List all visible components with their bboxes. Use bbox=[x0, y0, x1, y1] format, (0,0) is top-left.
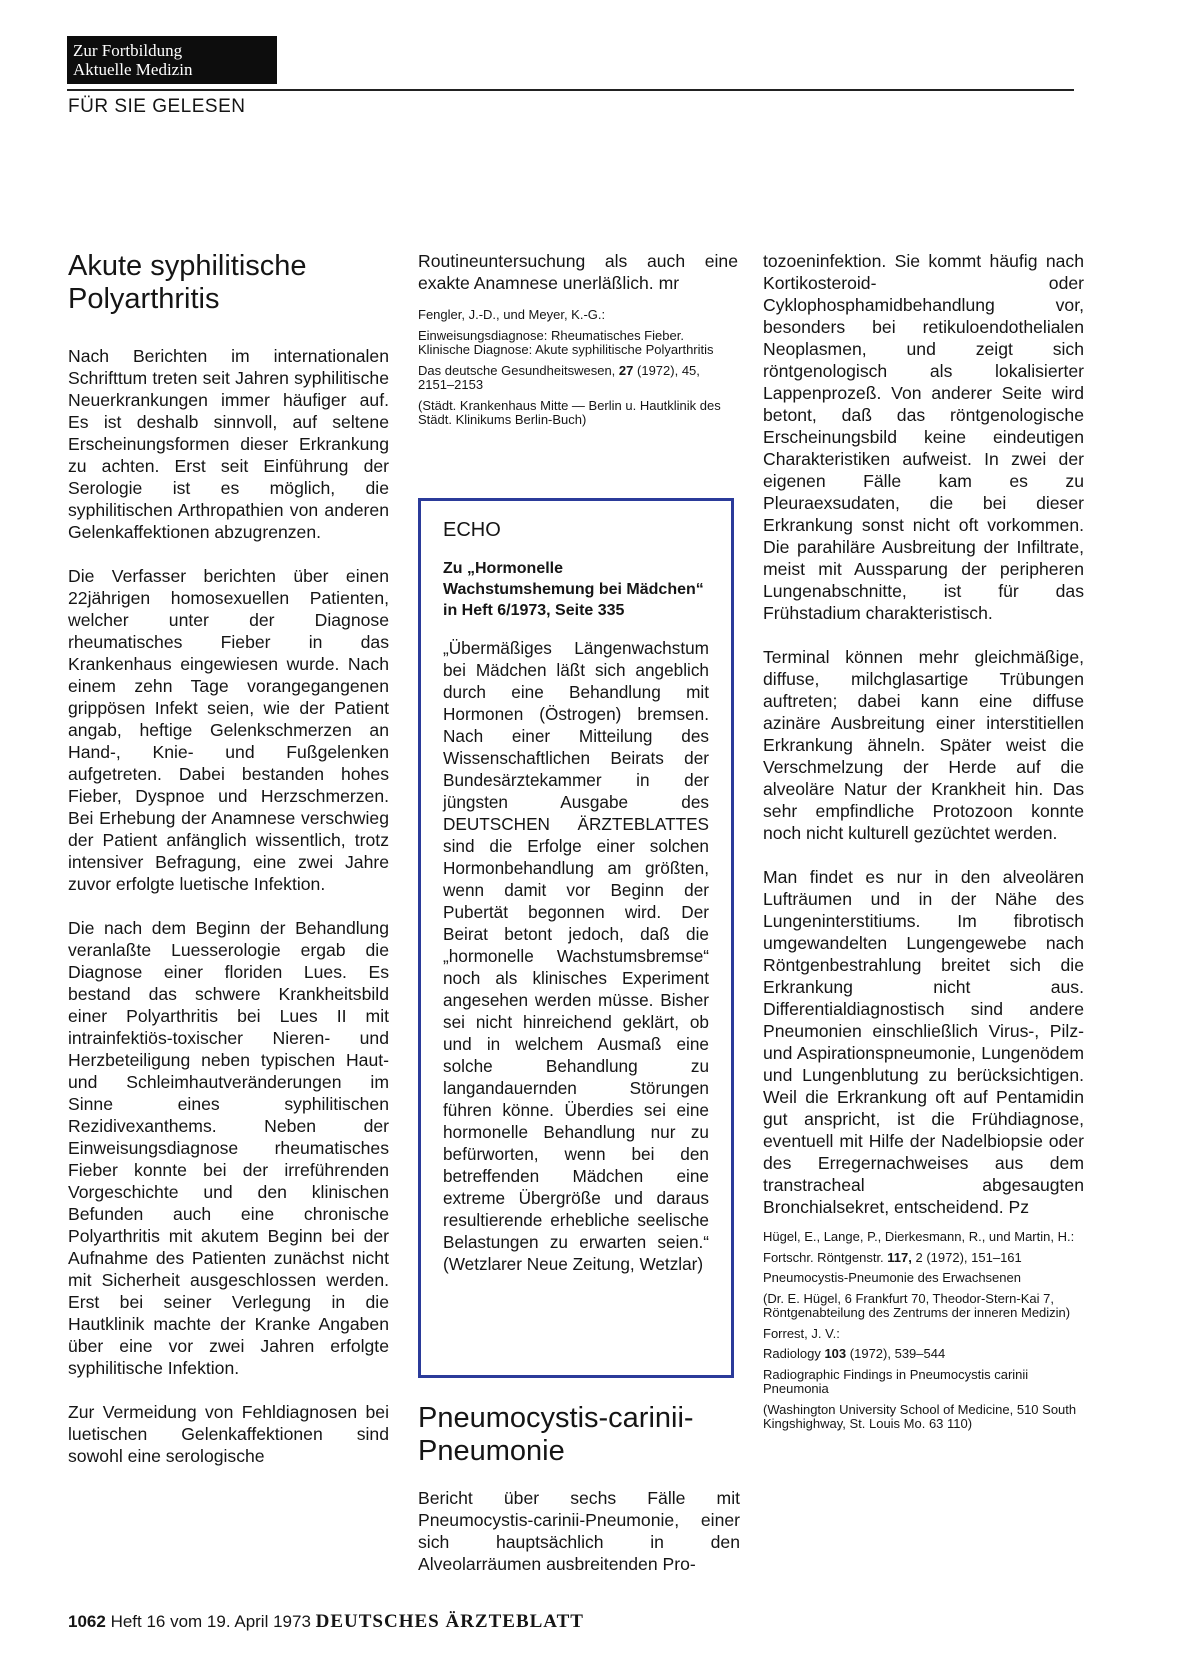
kicker-line-1: Zur Fortbildung bbox=[73, 41, 183, 60]
ref-journal-name: Das deutsche Gesundheitswesen, bbox=[418, 362, 616, 378]
article2-reference-1 bbox=[763, 1230, 1084, 1321]
article1-paragraph: Zur Vermeidung von Fehldiagnosen bei luetischen Gelenkaffektionen sind sowohl eine serologische bbox=[68, 1402, 389, 1466]
article2-paragraph: Man findet es nur in den alveolären Lufträumen und in der Nähe des Lungeninterstitiums. Im fibrotisch umgewandelten Lungengewebe nach Röntgenbestrahlung breitet sich die Erkrankung nicht aus. Differentialdiagnostisch sind andere Pneumonien einschließlich Virus-, Pilz- und Aspirationspneumonie, Lungenödem und Lungenblutung zu berücksichtigen. Weil die Erkrankung oft auf Pentamidin gut anspricht, ist die Frühdiagnose, eventuell mit Hilfe der Nadelbiopsie oder des Erregernachweises aus dem transtracheal abgesaugten Bronchialsekret, entscheidend. Pz bbox=[763, 867, 1084, 1217]
kicker-line-2: Aktuelle Medizin bbox=[73, 60, 193, 79]
header-rule bbox=[67, 89, 1074, 91]
ref-address: (Dr. E. Hügel, 6 Frankfurt 70, Theodor-Stern-Kai 7, Röntgenabteilung des Zentrums der inneren Medizin) bbox=[763, 1290, 1071, 1320]
ref-journal bbox=[418, 364, 738, 393]
echo-body: „Übermäßiges Längenwachstum bei Mädchen läßt sich angeblich durch eine Behandlung mit Hormonen (Östrogen) bremsen. Nach einer Mitteilung des Wissenschaftlichen Beirats der Bundesärztekammer in der jüngsten Ausgabe des DEUTSCHEN ÄRZTEBLATTES sind die Erfolge einer solchen Hormonbehandlung am größten, wenn damit vor Beginn der Pubertät begonnen wird. Der Beirat betont jedoch, daß die „hormonelle Wachstumsbremse“ noch als klinisches Experiment angesehen werden müsse. Bisher sei nicht hinreichend geklärt, ob und in welchem Ausmaß eine solche Behandlung zu langandauernden Störungen führen könne. Überdies sei eine hormonelle Behandlung nur zu befürworten, wenn bei den betreffenden Mädchen eine extreme Übergröße und daraus resultierende erhebliche seelische Belastungen zu erwarten seien.“ (Wetzlarer Neue Zeitung, Wetzlar) bbox=[443, 638, 709, 1274]
ref-pages: 2 (1972), 151–161 bbox=[915, 1249, 1022, 1265]
ref-authors: Fengler, J.-D., und Meyer, K.-G.: bbox=[418, 307, 606, 322]
article1-title: Akute syphilitische Polyarthritis bbox=[68, 250, 307, 315]
article1-paragraph: Nach Berichten im internationalen Schrifttum treten seit Jahren syphilitische Neuerkrankungen immer häufiger auf. Es ist deshalb sinnvoll, auf seltene Erscheinungsformen dieser Erkrankung zu achten. Erst seit Einführung der Serologie ist es möglich, die syphilitischen Arthropathien von anderen Gelenkaffektionen abzugrenzen. bbox=[68, 346, 389, 542]
article2-paragraph: Terminal können mehr gleichmäßige, diffuse, milchglasartige Trübungen auftreten; dabei kann eine diffuse azinäre Ausbreitung einer interstitiellen Erkrankung ähneln. Später weist die Verschmelzung der Herde auf die alveoläre Natur der Krankheit hin. Das sehr empfindliche Protozoon konnte noch nicht kulturell gezüchtet werden. bbox=[763, 647, 1084, 843]
article2-title: Pneumocystis-carinii-Pneumonie bbox=[418, 1402, 694, 1467]
article1-continuation: Routineuntersuchung als auch eine exakte Anamnese unerläßlich. mr bbox=[418, 251, 738, 293]
ref-pages: (1972), 45, 2151–2153 bbox=[418, 362, 700, 392]
echo-box bbox=[418, 498, 734, 1378]
ref-authors: Hügel, E., Lange, P., Dierkesmann, R., und Martin, H.: bbox=[763, 1229, 1075, 1244]
ref-volume: 103 bbox=[824, 1346, 847, 1361]
magazine-name: DEUTSCHES ÄRZTEBLATT bbox=[315, 1611, 584, 1632]
article1-paragraph: Die Verfasser berichten über einen 22jährigen homosexuellen Patienten, welcher unter der Diagnose rheumatisches Fieber in das Krankenhaus eingewiesen wurde. Nach einem zehn Tage vorangegangenen grippösen Infekt seien, wie der Patient angab, heftige Gelenkschmerzen an Hand-, Knie- und Fußgelenken aufgetreten. Dabei bestanden hohes Fieber, Dyspnoe und Herzschmerzen. Bei Erhebung der Anamnese verschwieg der Patient anfänglich wissentlich, trotz intensiver Befragung, eine zwei Jahre zuvor erfolgte luetische Infektion. bbox=[68, 566, 389, 894]
article1-paragraph: Die nach dem Beginn der Behandlung veranlaßte Luesserologie ergab die Diagnose einer floriden Lues. Es bestand das schwere Krankheitsbild einer Polyarthritis bei Lues II mit intrainfektiös-toxischer Nieren- und Herzbeteiligung neben typischen Haut- und Schleimhautveränderungen im Sinne eines syphilitischen Rezidivexanthems. Neben der Einweisungsdiagnose rheumatisches Fieber konnte bei der irreführenden Vorgeschichte und den klinischen Befunden auch eine chronische Polyarthritis mit akutem Beginn bei der Aufnahme des Patienten zunächst nicht mit Sicherheit ausgeschlossen werden. Erst bei seiner Verlegung in die Hautklinik machte der Kranke Angaben über eine vor zwei Jahren erfolgte syphilitische Infektion. bbox=[68, 918, 389, 1378]
article2-intro: Bericht über sechs Fälle mit Pneumocystis-carinii-Pneumonie, einer sich hauptsächlich in den Alveolarräumen ausbreitenden Pro- bbox=[418, 1488, 740, 1574]
article2-title-block bbox=[418, 1402, 748, 1468]
section-title: FÜR SIE GELESEN bbox=[68, 96, 246, 117]
article2-reference-2 bbox=[763, 1327, 1084, 1432]
article1-reference bbox=[418, 308, 738, 428]
ref-title: Pneumocystis-Pneumonie des Erwachsenen bbox=[763, 1270, 1021, 1285]
ref-volume: 27 bbox=[618, 362, 634, 378]
ref-volume: 117, bbox=[887, 1249, 912, 1265]
article2-paragraph: tozoeninfektion. Sie kommt häufig nach Kortikosteroid- oder Cyklophosphamidbehandlung vor, besonders bei retikuloendothelialen Neoplasmen, und zeigt sich röntgenologisch als lokalisierter Lappenprozeß. Von anderer Seite wird betont, daß das röntgenologische Erscheinungsbild keine eindeutigen Charakteristiken aufweist. In zwei der eigenen Fälle kam es zu Pleuraexsudaten, die bei dieser Erkrankung sonst nicht oft vorkommen. Die parahiläre Ausbreitung der Infiltrate, meist mit Aussparung der peripheren Lungenabschnitte, ist für das Frühstadium charakteristisch. bbox=[763, 251, 1084, 623]
ref-journal bbox=[763, 1347, 1084, 1362]
ref-journal-name: Radiology bbox=[763, 1346, 821, 1361]
echo-heading: Zu „Hormonelle Wachstumshemung bei Mädchen“ in Heft 6/1973, Seite 335 bbox=[443, 560, 704, 619]
page-number: 1062 bbox=[68, 1612, 106, 1631]
issue-info: Heft 16 vom 19. April 1973 bbox=[110, 1612, 311, 1631]
ref-title: Radiographic Findings in Pneumocystis carinii Pneumonia bbox=[763, 1366, 1029, 1396]
article1-continuation-column bbox=[418, 250, 738, 434]
article2-column bbox=[763, 250, 1084, 1438]
section-kicker bbox=[67, 36, 277, 84]
ref-institution: (Städt. Krankenhaus Mitte — Berlin u. Hautklinik des Städt. Klinikums Berlin-Buch) bbox=[418, 397, 721, 427]
ref-title: Einweisungsdiagnose: Rheumatisches Fieber. Klinische Diagnose: Akute syphilitische Polyarthritis bbox=[418, 327, 714, 357]
ref-journal bbox=[763, 1251, 1084, 1266]
article1-column bbox=[68, 250, 389, 1489]
ref-address: (Washington University School of Medicine, 510 South Kingshighway, St. Louis Mo. 63 110) bbox=[763, 1401, 1077, 1431]
ref-pages: (1972), 539–544 bbox=[849, 1346, 946, 1361]
echo-label: ECHO bbox=[443, 519, 501, 541]
ref-authors: Forrest, J. V.: bbox=[763, 1325, 840, 1341]
ref-journal-name: Fortschr. Röntgenstr. bbox=[763, 1249, 884, 1265]
page-footer bbox=[68, 1611, 584, 1633]
